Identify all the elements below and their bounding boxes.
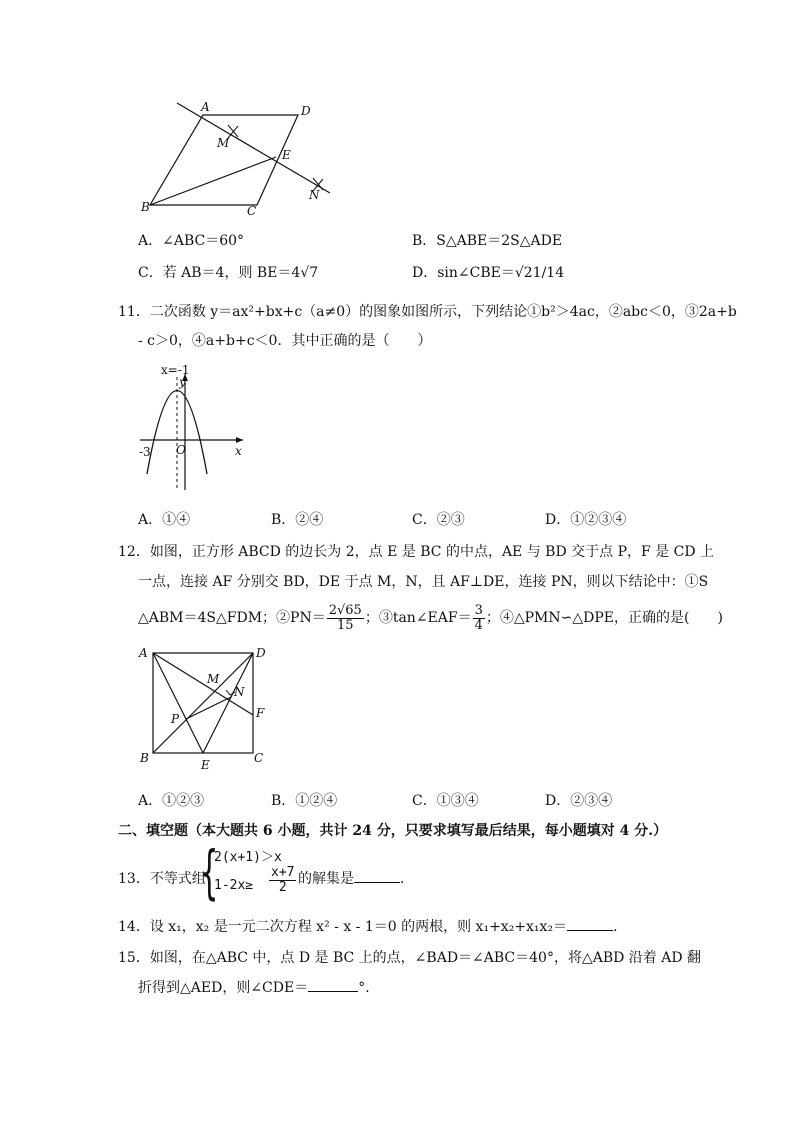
q12-label-c: C [254,751,264,765]
q10-label-e: E [282,148,291,162]
q10-option-c[interactable]: C．若 AB＝4，则 BE＝4√7 [138,265,319,281]
q11-option-a[interactable]: A．①④ [138,512,191,528]
q12-line2: 一点，连接 AF 分别交 BD，DE 于点 M，N，且 AF⊥DE，连接 PN，则以下结论中：①S [138,574,709,590]
q12-fraction-pn: $\frac{2√65}{15}$ [328,602,362,633]
q12-option-c[interactable]: C．①③④ [412,793,479,809]
q11-option-d[interactable]: D．①②③④ [545,512,627,528]
q12-option-a[interactable]: A．①②③ [138,793,205,809]
q12-line3a: △ABM＝4S△FDM；②PN＝ [138,610,326,626]
q12-option-b[interactable]: B．①②④ [271,793,338,809]
q13-fraction: $\frac{x+7}{2}$ [271,865,295,895]
q10-option-a[interactable]: A．∠ABC＝60° [138,233,245,249]
q13-brace: { [200,838,219,906]
q12-label-m: M [207,672,220,686]
q10-label-m: M [217,136,230,150]
q13-answer-blank[interactable] [354,868,400,883]
q10-figure [135,95,355,220]
q11-figure [135,362,255,497]
q15-line2: 折得到△AED，则∠CDE＝ °． [138,977,379,997]
q12-label-f: F [256,706,265,720]
q11-origin-label: O [176,443,186,457]
q12-label-e: E [201,758,210,772]
q15-answer-blank[interactable] [308,977,358,992]
q11-line1: 11．二次函数 y＝ax²+bx+c（a≠0）的图象如图所示，下列结论①b²＞4ac，②abc＜0，③2a+b [118,304,737,320]
q11-y-label: y [179,375,186,389]
q11-line2: - c＞0，④a+b+c＜0．其中正确的是（ ） [138,333,432,349]
q11-axis-label: x=-1 [161,363,190,377]
q13-suffix: 的解集是 ． [298,868,414,888]
q15-line1: 15．如图，在△ABC 中，点 D 是 BC 上的点，∠BAD＝∠ABC＝40°，将△ABD 沿着 AD 翻 [118,950,702,966]
q12-label-d: D [256,646,266,660]
q12-label-a: A [139,646,148,660]
q12-line1: 12．如图，正方形 ABCD 的边长为 2，点 E 是 BC 的中点，AE 与 BD 交于点 P，F 是 CD 上 [118,544,715,560]
q12-fraction-tan: $\frac{3}{4}$ [474,602,483,633]
q10-parallelogram-diagram [135,95,355,220]
q10-label-a: A [201,100,210,114]
q12-option-d[interactable]: D．②③④ [545,793,613,809]
q10-label-d: D [301,104,311,118]
q10-label-c: C [247,204,257,218]
q12-line3c: ；④△PMN∽△DPE，正确的是( ) [485,610,723,626]
q11-neg3-label: -3 [139,445,151,459]
q10-label-b: B [141,200,150,214]
q12-label-n: N [234,685,245,699]
q10-option-b[interactable]: B．S△ABE＝2S△ADE [412,233,563,249]
section-2-heading: 二、填空题（本大题共 6 小题，共计 24 分，只要求填写最后结果，每小题填对 4 分.） [118,823,668,839]
q14-line: 14．设 x₁，x₂ 是一元二次方程 x² - x - 1＝0 的两根，则 x₁+x₂+x₁x₂＝ ． [118,916,627,936]
q10-label-n: N [309,188,320,202]
q11-option-b[interactable]: B．②④ [271,512,324,528]
q11-parabola-graph [135,362,255,497]
q11-option-c[interactable]: C．②③ [412,512,465,528]
q13-inequality-2: 1-2x≥ [214,878,254,893]
q10-option-d[interactable]: D．sin∠CBE＝√21/14 [412,265,565,281]
q12-line3 [138,598,723,638]
q13-prefix: 13．不等式组 [118,871,206,887]
q12-square-diagram [135,643,270,773]
q12-figure [135,643,270,773]
q12-line3b: ；③tan∠EAF＝ [364,610,472,626]
q11-x-label: x [235,444,242,458]
q14-answer-blank[interactable] [567,916,613,931]
q12-label-b: B [140,751,149,765]
q12-label-p: P [171,712,180,726]
q13-inequality-1: 2(x+1)＞x [214,850,282,865]
